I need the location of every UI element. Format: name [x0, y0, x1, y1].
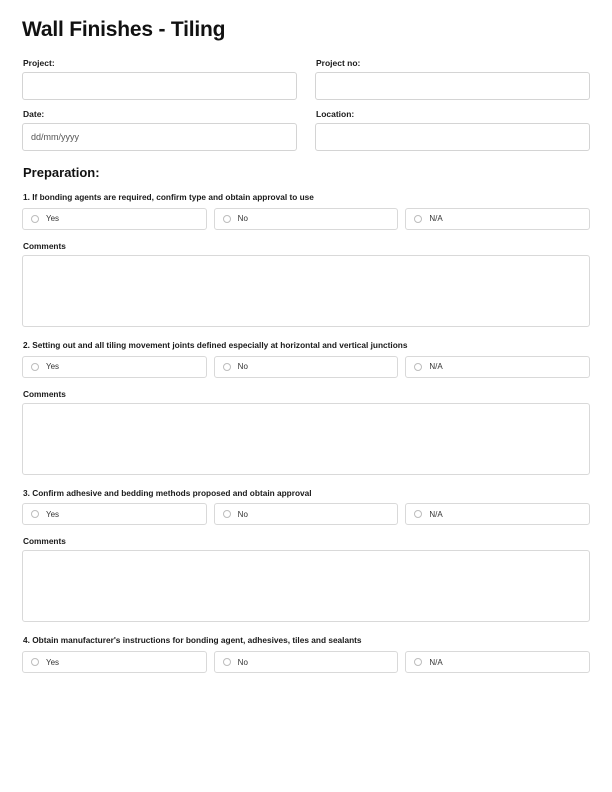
question-block-1	[22, 192, 590, 327]
option-label: Yes	[46, 509, 60, 519]
radio-icon[interactable]	[31, 215, 39, 223]
option-yes[interactable]	[22, 651, 207, 673]
field-project	[22, 58, 297, 100]
question-text: 2. Setting out and all tiling movement joints defined especially at horizontal and vertical junctions	[23, 339, 408, 350]
field-project-no	[315, 58, 590, 100]
page-title: Wall Finishes - Tiling	[22, 18, 226, 41]
question-text: 3. Confirm adhesive and bedding methods proposed and obtain approval	[23, 487, 312, 498]
radio-icon[interactable]	[31, 510, 39, 518]
comments-label: Comments	[23, 388, 66, 399]
header-row-2	[22, 109, 590, 151]
comments-label: Comments	[23, 240, 66, 251]
option-na[interactable]	[405, 356, 590, 378]
section-heading-preparation: Preparation:	[23, 165, 100, 180]
field-location	[315, 109, 590, 151]
radio-icon[interactable]	[223, 215, 231, 223]
option-na[interactable]	[405, 208, 590, 230]
project-label: Project:	[23, 58, 55, 68]
question-block-2	[22, 340, 590, 475]
field-date	[22, 109, 297, 151]
option-label: N/A	[429, 509, 443, 519]
question-text: 4. Obtain manufacturer's instructions for bonding agent, adhesives, tiles and sealants	[23, 635, 362, 646]
comments-input[interactable]	[22, 403, 590, 475]
option-yes[interactable]	[22, 503, 207, 525]
option-na[interactable]	[405, 503, 590, 525]
option-yes[interactable]	[22, 356, 207, 378]
radio-icon[interactable]	[414, 215, 422, 223]
option-label: Yes	[46, 214, 60, 224]
option-label: No	[237, 214, 248, 224]
radio-icon[interactable]	[31, 363, 39, 371]
options-group	[22, 651, 590, 673]
option-na[interactable]	[405, 651, 590, 673]
options-group	[22, 208, 590, 230]
radio-icon[interactable]	[414, 363, 422, 371]
question-block-3	[22, 488, 590, 623]
options-group	[22, 503, 590, 525]
radio-icon[interactable]	[223, 658, 231, 666]
option-label: N/A	[429, 362, 443, 372]
location-label: Location:	[316, 109, 355, 119]
option-no[interactable]	[214, 503, 399, 525]
option-yes[interactable]	[22, 208, 207, 230]
location-input[interactable]	[315, 123, 590, 151]
radio-icon[interactable]	[414, 658, 422, 666]
radio-icon[interactable]	[223, 363, 231, 371]
option-label: No	[237, 657, 248, 667]
project-no-label: Project no:	[316, 58, 361, 68]
option-label: Yes	[46, 362, 60, 372]
project-input[interactable]	[22, 72, 297, 100]
radio-icon[interactable]	[223, 510, 231, 518]
project-no-input[interactable]	[315, 72, 590, 100]
option-label: No	[237, 362, 248, 372]
option-label: Yes	[46, 657, 60, 667]
comments-input[interactable]	[22, 255, 590, 327]
option-label: No	[237, 509, 248, 519]
question-block-4	[22, 635, 590, 673]
date-input[interactable]	[22, 123, 297, 151]
comments-input[interactable]	[22, 550, 590, 622]
option-label: N/A	[429, 214, 443, 224]
radio-icon[interactable]	[31, 658, 39, 666]
comments-label: Comments	[23, 536, 66, 547]
option-label: N/A	[429, 657, 443, 667]
question-text: 1. If bonding agents are required, confirm type and obtain approval to use	[23, 192, 314, 202]
options-group	[22, 356, 590, 378]
radio-icon[interactable]	[414, 510, 422, 518]
option-no[interactable]	[214, 356, 399, 378]
header-row-1	[22, 58, 590, 100]
option-no[interactable]	[214, 651, 399, 673]
option-no[interactable]	[214, 208, 399, 230]
date-label: Date:	[23, 109, 45, 119]
